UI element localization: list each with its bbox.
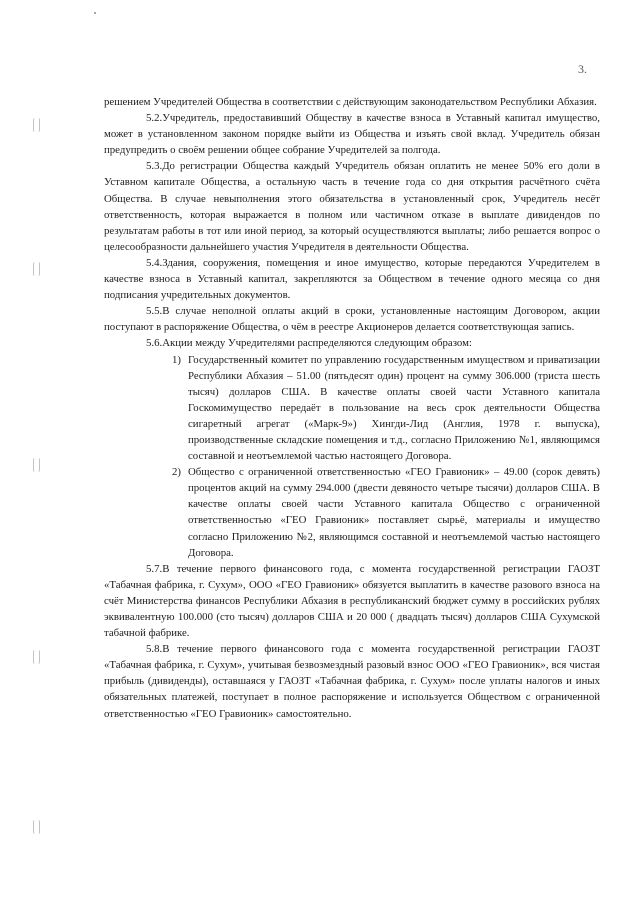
- paragraph-5-7: 5.7.В течение первого финансового года, с момента государственной регистрации ГАОЗТ «Табачная фабрика, г. Сухум», ООО «ГЕО Гравионик» обязуется выплатить в качестве разового взноса на счёт Министерства финансов Республики Абхазия в республиканский бюджет сумму в российских рублях эквивалентную 100.000 (сто тысяч) долларов США и 20 000 ( двадцать тысяч) долларов США Сухумской табачной фабрике.: [104, 562, 600, 640]
- list-item: [172, 352, 600, 465]
- document-body: [104, 94, 600, 722]
- paragraph-5-8: 5.8.В течение первого финансового года с момента государственной регистрации ГАОЗТ «Табачная фабрика, г. Сухум», учитывая безвозмездный разовый взнос ООО «ГЕО Гравионик», вся чистая прибыль (дивиденды), оставшаяся у ГАОЗТ «Табачная фабрика, г. Сухум» после уплаты налогов и иных обязательных платежей, поступает в полное распоряжение и используется Обществом с ограниченной ответственностью «ГЕО Гравионик» самостоятельно.: [104, 643, 600, 720]
- scan-speck: [94, 12, 96, 14]
- binder-hole-mark: [33, 262, 40, 276]
- list-item: [172, 464, 600, 561]
- list-item-text: Общество с ограниченной ответственностью «ГЕО Гравионик» – 49.00 (сорок девять) процентов акций на сумму 294.000 (двести девяносто четыре тысячи) долларов США. В качестве оплаты своей части Уставного капитала Общество с ограниченной ответственностью «ГЕО Гравионик» поставляет сырьё, материалы и имущество согласно Приложению №2, являющимся составной и неотъемлемой частью настоящего Договора.: [188, 466, 600, 559]
- list-item-number: 1): [172, 353, 181, 366]
- paragraph-5-5: 5.5.В случае неполной оплаты акций в сроки, установленные настоящим Договором, акции поступают в распоряжение Общества, о чём в реестре Акционеров делается соответствующая запись.: [104, 305, 600, 334]
- paragraph-5-6: 5.6.Акции между Учредителями распределяются следующим образом:: [146, 337, 472, 350]
- list-item-text: Государственный комитет по управлению государственным имуществом и приватизации Республики Абхазия – 51.00 (пятьдесят один) процент на сумму 306.000 (триста шесть тысяч) долларов США. В качестве оплаты своей части Уставного капитала Госкомимущество передаёт в пользование на весь срок деятельности Общества сигаретный агрегат («Марк-9») Хингди-Лид (Англия, 1978 г. выпуска), производственные складские помещения и т.д., согласно Приложению №1, являющимся составной и неотъемлемой частью настоящего Договора.: [188, 353, 600, 463]
- binder-hole-mark: [33, 458, 40, 472]
- binder-hole-mark: [33, 650, 40, 664]
- shareholder-list: [104, 352, 600, 561]
- binder-hole-mark: [33, 820, 40, 834]
- binder-hole-mark: [33, 118, 40, 132]
- paragraph-intro: решением Учредителей Общества в соответствии с действующим законодательством Республики Абхазия.: [104, 96, 597, 108]
- paragraph-5-3: 5.3.До регистрации Общества каждый Учредитель обязан оплатить не менее 50% его доли в Уставном капитале Общества, а остальную часть в течение года со дня открытия расчётного счёта Общества. В случае невыполнения этого обязательства в установленный срок, Учредитель несёт ответственность, которая выражается в полном или частичном отказе в выплате дивидендов по результатам работы в тот или иной период, за который осуществляются выплаты; либо решается вопрос о целесообразности дальнейшего участия Учредителя в деятельности Общества.: [104, 160, 600, 253]
- paragraph-5-2: 5.2.Учредитель, предоставивший Обществу в качестве взноса в Уставный капитал имущество, может в установленном законом порядке выйти из Общества и изъять свой вклад. Учредитель обязан предупредить о своём решении общее собрание Учредителей за полгода.: [104, 112, 600, 157]
- paragraph-5-4: 5.4.Здания, сооружения, помещения и иное имущество, которые передаются Учредителем в качестве взноса в Уставный капитал, закрепляются за Обществом в течение одного месяца со дня подписания учредительных документов.: [104, 256, 600, 302]
- page-number: 3.: [578, 62, 587, 76]
- list-item-number: 2): [172, 466, 181, 479]
